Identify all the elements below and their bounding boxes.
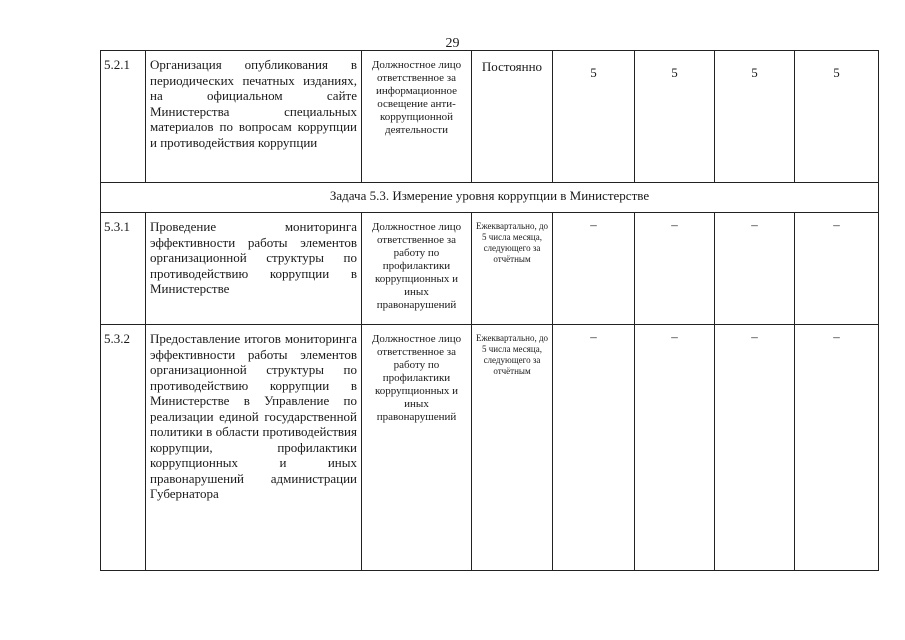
deadline: Ежеквартально, до 5 числа месяца, следующего за отчётным [472, 325, 553, 571]
measure-description: Проведение мониторинга эффективности работы элементов организационной структуры по противодействию коррупции в Министерстве [146, 213, 362, 325]
responsible-person: Должностное лицо ответственное за работу по профилактики коррупционных и иных правонарушений [362, 325, 472, 571]
measures-table [100, 50, 879, 571]
task-header-row [101, 183, 879, 213]
indicator-value: 5 [553, 51, 635, 183]
indicator-value: – [715, 325, 795, 571]
indicator-value: – [553, 213, 635, 325]
table-row [101, 51, 879, 183]
indicator-value: – [635, 325, 715, 571]
deadline: Ежеквартально, до 5 числа месяца, следующего за отчётным [472, 213, 553, 325]
indicator-value: 5 [795, 51, 879, 183]
responsible-person: Должностное лицо ответственное за информационное освещение анти-коррупционной деятельности [362, 51, 472, 183]
indicator-value: – [795, 325, 879, 571]
table-row [101, 213, 879, 325]
row-number: 5.2.1 [101, 51, 146, 183]
indicator-value: – [553, 325, 635, 571]
responsible-person: Должностное лицо ответственное за работу по профилактики коррупционных и иных правонарушений [362, 213, 472, 325]
indicator-value: – [635, 213, 715, 325]
indicator-value: – [795, 213, 879, 325]
indicator-value: 5 [715, 51, 795, 183]
row-number: 5.3.2 [101, 325, 146, 571]
row-number: 5.3.1 [101, 213, 146, 325]
indicator-value: 5 [635, 51, 715, 183]
measure-description: Предоставление итогов мониторинга эффективности работы элементов организационной структуры по противодействию коррупции в Министерстве в Управление по реализации единой государственной политики в области противодействия коррупции, профилактики коррупционных и иных правонарушений администрации Губернатора [146, 325, 362, 571]
indicator-value: – [715, 213, 795, 325]
page-number: 29 [445, 36, 460, 51]
deadline: Постоянно [472, 51, 553, 183]
task-title: Задача 5.3. Измерение уровня коррупции в Министерстве [101, 183, 879, 213]
table-row [101, 325, 879, 571]
measure-description: Организация опубликования в периодических печатных изданиях, на официальном сайте Министерства специальных материалов по вопросам коррупции и противодействия коррупции [146, 51, 362, 183]
